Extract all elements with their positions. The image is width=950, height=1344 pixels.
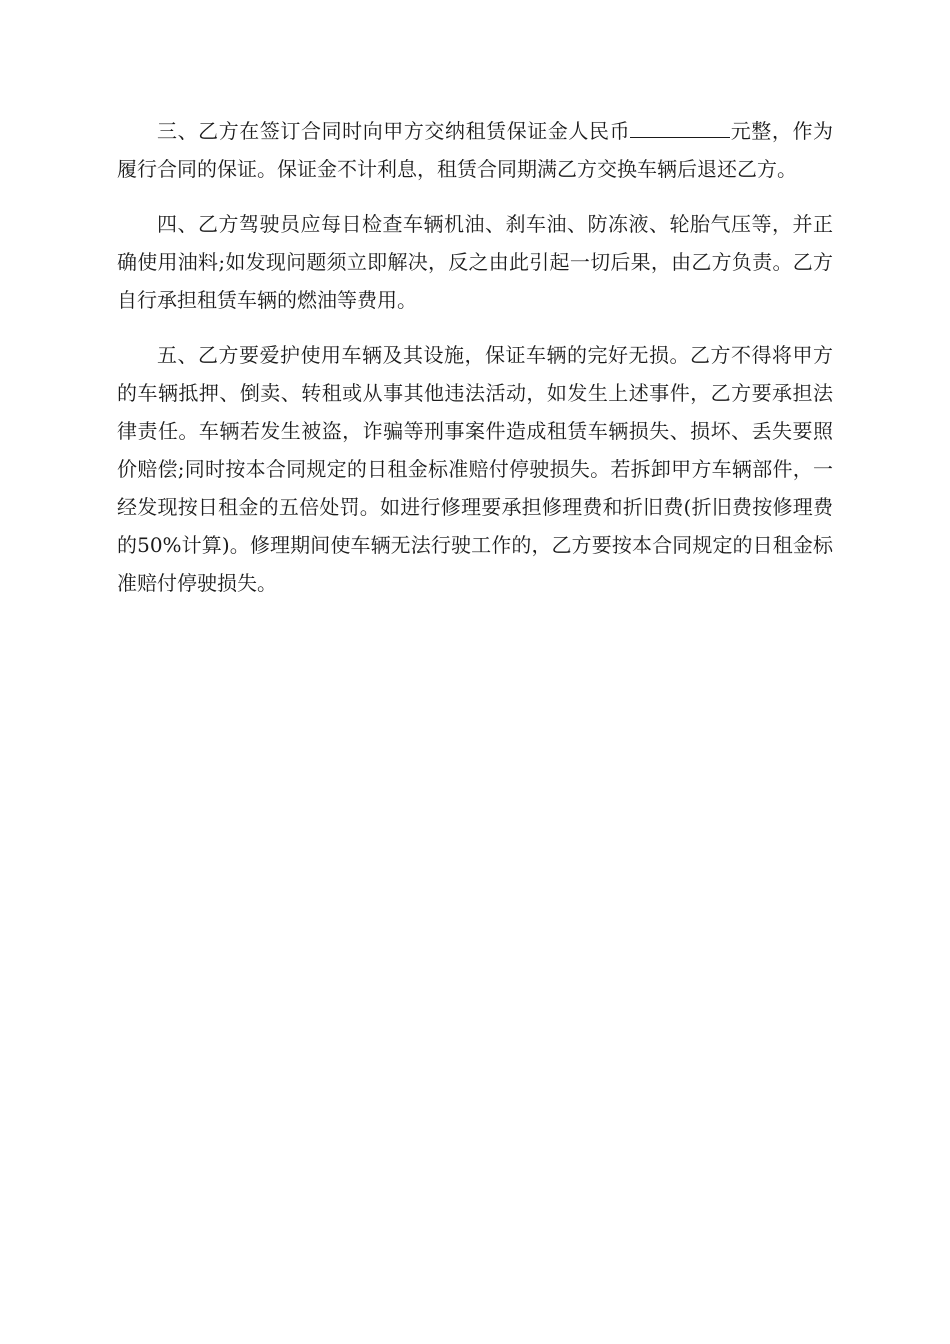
- paragraph-deposit-text-before: 三、乙方在签订合同时向甲方交纳租赁保证金人民币: [157, 119, 631, 143]
- paragraph-vehicle-check: 四、乙方驾驶员应每日检查车辆机油、刹车油、防冻液、轮胎气压等，并正确使用油料;如发现问题须立即解决，反之由此引起一切后果，由乙方负责。乙方自行承担租赁车辆的燃油等费用。: [117, 212, 833, 312]
- paragraph-vehicle-care: 五、乙方要爱护使用车辆及其设施，保证车辆的完好无损。乙方不得将甲方的车辆抵押、倒卖、转租或从事其他违法活动，如发生上述事件，乙方要承担法律责任。车辆若发生被盗，诈骗等刑事案件造成租赁车辆损失、损坏、丢失要照价赔偿;同时按本合同规定的日租金标准赔付停驶损失。若拆卸甲方车辆部件，一经发现按日租金的五倍处罚。如进行修理要承担修理费和折旧费(折旧费按修理费的50%计算)。修理期间使车辆无法行驶工作的，乙方要按本合同规定的日租金标准赔付停驶损失。: [117, 343, 833, 595]
- deposit-amount-blank: [630, 115, 730, 138]
- paragraph-deposit-text-after: 元整，作为履行合同的保证。保证金不计利息，租赁合同期满乙方交换车辆后退还乙方。: [117, 119, 834, 181]
- paragraph-deposit: [117, 112, 833, 188]
- document-body: [117, 112, 833, 619]
